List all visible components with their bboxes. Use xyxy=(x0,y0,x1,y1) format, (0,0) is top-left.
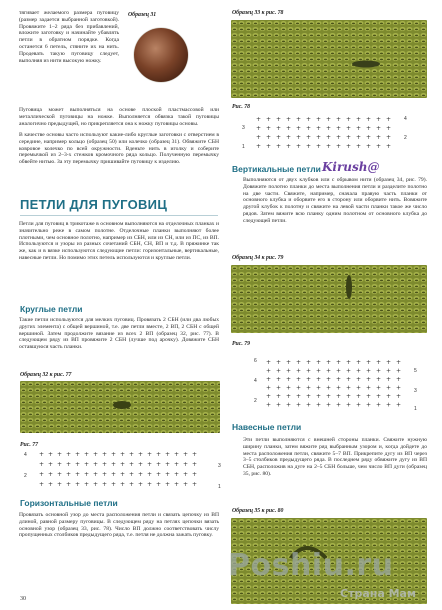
watermark-small: Страна Мам xyxy=(340,587,416,600)
chart-symbol: + xyxy=(66,461,72,468)
chart-symbol: + xyxy=(266,401,272,408)
chart-symbol: + xyxy=(84,461,90,468)
chart-symbol: + xyxy=(346,134,352,141)
heading-round: Круглые петли xyxy=(20,304,83,314)
chart-symbol: + xyxy=(66,471,72,478)
chart-symbol: + xyxy=(266,384,272,392)
chart-symbol: + xyxy=(286,376,292,383)
chart-symbol: + xyxy=(316,367,322,375)
chart-symbol: + xyxy=(376,367,382,375)
chart-symbol: + xyxy=(66,451,72,458)
chart-symbol: + xyxy=(296,367,302,375)
chart-symbol: + xyxy=(396,359,402,366)
chart-symbol: + xyxy=(165,451,171,458)
chart-symbol: + xyxy=(174,471,180,478)
chart-symbol: + xyxy=(386,125,392,132)
chart-symbol: + xyxy=(286,401,292,408)
chart-symbol: + xyxy=(326,384,332,392)
chart-symbol: + xyxy=(93,481,99,488)
chart-symbol: + xyxy=(316,134,322,141)
chart-symbol: + xyxy=(346,376,352,383)
chart-symbol: + xyxy=(276,367,282,375)
chart-symbol: + xyxy=(346,367,352,375)
chart-symbol: + xyxy=(306,401,312,408)
chart-symbol: + xyxy=(296,401,302,408)
chart-symbol: + xyxy=(376,376,382,383)
chart-symbol: + xyxy=(306,359,312,366)
chart-symbol: + xyxy=(356,401,362,408)
chart-symbol: + xyxy=(366,359,372,366)
chart-symbol: + xyxy=(93,461,99,468)
chart-symbol: + xyxy=(276,384,282,392)
chart-symbol: + xyxy=(316,376,322,383)
chart-symbol: + xyxy=(266,116,272,123)
chart-symbol: + xyxy=(286,125,292,132)
chart-symbol: + xyxy=(111,481,117,488)
chart-symbol: + xyxy=(316,359,322,366)
row-mark-4c: 4 xyxy=(254,378,257,384)
chart-symbol: + xyxy=(356,367,362,375)
row-mark-4a: 4 xyxy=(24,452,27,458)
chart-symbol: + xyxy=(156,481,162,488)
chart-symbol: + xyxy=(276,359,282,366)
heading-hanging: Навесные петли xyxy=(232,422,302,432)
chart-symbol: + xyxy=(120,461,126,468)
chart-symbol: + xyxy=(266,367,272,375)
kirusha-signature: Kirush@ xyxy=(322,160,380,174)
fig78-caption: Рис. 78 xyxy=(232,104,251,110)
chart-symbol: + xyxy=(316,116,322,123)
chart-symbol: + xyxy=(129,461,135,468)
para-2: Пуговица может выполняться на основе плоской пластмассовой или металлической пуговицы на ножке. Выполняется обвязка такой пуговицы аналогично предыдущей, но прикрепляется она к ножку пуговицы основы. xyxy=(19,107,219,127)
chart-symbol: + xyxy=(165,461,171,468)
chart-symbol: + xyxy=(336,376,342,383)
chart-symbol: + xyxy=(183,461,189,468)
chart-symbol: + xyxy=(174,461,180,468)
chart-symbol: + xyxy=(326,401,332,408)
chart-symbol: + xyxy=(336,384,342,392)
chart-symbol: + xyxy=(376,393,382,400)
chart-symbol: + xyxy=(147,481,153,488)
sample31-caption: Образец 31 xyxy=(128,12,157,18)
para-4: Петли для пуговиц в трикотаже в основном выполняются на отделочных планках и значительно реже в самом полотне. Отделочные планки выполняют более плотными, чем основное полотно, например из СБН, или из СН, или из ПС, из ВП. Используются и узоры из разных сочетаний СБН, СН, ВП и т.д. В пряжинке так же, как и в вязке используются следующие петли: горизонтальные, вертикальные, навесные петли. Но помимо этих петель используются и круглые петли. xyxy=(19,221,219,261)
chart-symbol: + xyxy=(336,367,342,375)
chart-symbol: + xyxy=(174,451,180,458)
chart-symbol: + xyxy=(296,134,302,141)
chart-symbol: + xyxy=(346,359,352,366)
chart-symbol: + xyxy=(147,461,153,468)
chart-symbol: + xyxy=(366,143,372,150)
chart-symbol: + xyxy=(336,143,342,150)
para-3: В качестве основы часто используют какие-либо круглые заготовки с отверстием в середине, например кольцо (образец 50) или колечко (образец 31). Обвяжите СБН ковровое колечко по всей окружности. Вденьте нить в иголку и соберите перемычкой из 2–3-х стежков кромочного ряда кольцо. Полученную перемычку обвейте нитью. За эту перемычку пришивайте пуговицу к изделию. xyxy=(19,132,219,166)
chart-symbol: + xyxy=(75,471,81,478)
chart-symbol: + xyxy=(276,134,282,141)
para-horizontal: Провязать основной узор до места расположения петли и связать цепочку из ВП длиной, равной размеру пуговицы. В следующем ряду на петлях цепочки вязать основной узор (образец 33, рис. 78). Число ВП должно соответствовать числу пропущенных столбиков предыдущего ряда, т.е. петля не должна зажать пуговку. xyxy=(19,512,219,539)
chart-symbol: + xyxy=(102,481,108,488)
chart-symbol: + xyxy=(326,125,332,132)
chart-symbol: + xyxy=(75,451,81,458)
row-mark-3b: 3 xyxy=(242,125,245,131)
row-mark-1a: 1 xyxy=(218,484,221,490)
chart-symbol: + xyxy=(156,461,162,468)
chart-symbol: + xyxy=(93,451,99,458)
chart-symbol: + xyxy=(296,125,302,132)
chart-symbol: + xyxy=(48,451,54,458)
chart-symbol: + xyxy=(296,393,302,400)
chart-symbol: + xyxy=(396,376,402,383)
button-photo xyxy=(134,28,188,82)
chart-symbol: + xyxy=(356,134,362,141)
chart-symbol: + xyxy=(306,125,312,132)
chart-symbol: + xyxy=(75,461,81,468)
chart-symbol: + xyxy=(366,116,372,123)
chart-symbol: + xyxy=(165,481,171,488)
chart-symbol: + xyxy=(138,451,144,458)
row-mark-3a: 3 xyxy=(218,463,221,469)
chart-symbol: + xyxy=(138,471,144,478)
chart-symbol: + xyxy=(48,481,54,488)
chart-symbol: + xyxy=(386,116,392,123)
chart-symbol: + xyxy=(286,116,292,123)
chart-symbol: + xyxy=(192,481,198,488)
row-mark-5c: 5 xyxy=(414,368,417,374)
chart-symbol: + xyxy=(120,471,126,478)
chart-symbol: + xyxy=(48,461,54,468)
chart-symbol: + xyxy=(286,367,292,375)
chart-symbol: + xyxy=(111,461,117,468)
chart-symbol: + xyxy=(356,116,362,123)
chart-symbol: + xyxy=(256,134,262,141)
chart-symbol: + xyxy=(306,134,312,141)
chart-symbol: + xyxy=(183,481,189,488)
chart-symbol: + xyxy=(386,143,392,150)
knit-swatch-33 xyxy=(231,20,427,98)
heading-horizontal: Горизонтальные петли xyxy=(20,498,118,508)
chart-symbol: + xyxy=(366,367,372,375)
row-mark-4b: 4 xyxy=(404,116,407,122)
chart-symbol: + xyxy=(336,359,342,366)
chart-symbol: + xyxy=(111,471,117,478)
heading-divider xyxy=(20,215,218,216)
chart-symbol: + xyxy=(276,376,282,383)
chart-symbol: + xyxy=(48,471,54,478)
heading-vertical: Вертикальные петли xyxy=(232,164,321,174)
chart-symbol: + xyxy=(326,367,332,375)
chart-symbol: + xyxy=(366,384,372,392)
chart-symbol: + xyxy=(84,481,90,488)
crochet-diagram-79 xyxy=(262,356,412,408)
chart-symbol: + xyxy=(396,367,402,375)
chart-symbol: + xyxy=(129,471,135,478)
chart-symbol: + xyxy=(120,481,126,488)
chart-symbol: + xyxy=(256,143,262,150)
para-round: Такие петли используются для мелких пуговиц. Провязать 2 СБН (или два любых других элемента) с общей вершиной, т.е. две петли вместе, 2 ВП, 2 СБН с общей вершиной. Затем продолжите вязание из всех 2 ВП (образец 32, рис. 77). В следующем ряду из ВП провяжите 2 СБН (лучше под арочку). Довяжите СБН оставшуюся часть планки. xyxy=(19,317,219,351)
chart-symbol: + xyxy=(386,376,392,383)
chart-symbol: + xyxy=(147,451,153,458)
chart-symbol: + xyxy=(192,461,198,468)
chart-symbol: + xyxy=(336,134,342,141)
sample34-caption: Образец 34 к рис. 79 xyxy=(232,255,284,261)
chart-symbol: + xyxy=(286,359,292,366)
chart-symbol: + xyxy=(286,134,292,141)
chart-symbol: + xyxy=(346,125,352,132)
chart-symbol: + xyxy=(93,471,99,478)
chart-symbol: + xyxy=(296,143,302,150)
chart-symbol: + xyxy=(138,461,144,468)
crochet-diagram-77 xyxy=(35,448,225,493)
chart-symbol: + xyxy=(183,451,189,458)
chart-symbol: + xyxy=(57,481,63,488)
chart-symbol: + xyxy=(276,116,282,123)
chart-symbol: + xyxy=(386,367,392,375)
chart-symbol: + xyxy=(386,401,392,408)
chart-symbol: + xyxy=(326,116,332,123)
chart-symbol: + xyxy=(276,125,282,132)
chart-symbol: + xyxy=(326,134,332,141)
chart-symbol: + xyxy=(296,116,302,123)
chart-symbol: + xyxy=(57,451,63,458)
chart-symbol: + xyxy=(39,451,45,458)
chart-symbol: + xyxy=(102,451,108,458)
chart-symbol: + xyxy=(266,134,272,141)
sample35-caption: Образец 35 к рис. 80 xyxy=(232,508,284,514)
chart-symbol: + xyxy=(138,481,144,488)
chart-symbol: + xyxy=(306,116,312,123)
chart-symbol: + xyxy=(57,471,63,478)
chart-symbol: + xyxy=(256,125,262,132)
chart-symbol: + xyxy=(316,384,322,392)
row-mark-2c: 2 xyxy=(254,398,257,404)
chart-symbol: + xyxy=(39,461,45,468)
chart-symbol: + xyxy=(276,393,282,400)
chart-symbol: + xyxy=(346,401,352,408)
chart-symbol: + xyxy=(306,376,312,383)
chart-symbol: + xyxy=(316,143,322,150)
page-number: 30 xyxy=(20,596,26,602)
chart-symbol: + xyxy=(84,451,90,458)
chart-symbol: + xyxy=(306,367,312,375)
chart-symbol: + xyxy=(39,471,45,478)
para-vertical: Выполняются от двух клубков или с обрывом нити (образец 34, рис. 79). Довяжите полотно планки до места выполнения петли и разделите полотно на две части. Свяжите, например, сначала правую часть планки от основного клубка и оборвите его в сторону или оборвите нить. Вовяжите другой клубок к полотну и свяжите на левой части планки такое же число рядов. Затем вяжите всю планку одним полотном от основного клубка до следующей петли. xyxy=(243,177,427,224)
chart-symbol: + xyxy=(356,384,362,392)
chart-symbol: + xyxy=(356,393,362,400)
chart-symbol: + xyxy=(396,384,402,392)
chart-symbol: + xyxy=(266,143,272,150)
chart-symbol: + xyxy=(156,471,162,478)
chart-symbol: + xyxy=(84,471,90,478)
chart-symbol: + xyxy=(326,393,332,400)
chart-symbol: + xyxy=(366,401,372,408)
chart-symbol: + xyxy=(386,384,392,392)
chart-symbol: + xyxy=(256,116,262,123)
chart-symbol: + xyxy=(316,401,322,408)
row-mark-6c: 6 xyxy=(254,358,257,364)
chart-symbol: + xyxy=(129,451,135,458)
chart-symbol: + xyxy=(276,401,282,408)
intro-text: тягивает желаемого размера пуговицу (размер задается выбранной заготовкой). Провяжите 1–2 ряда без прибавлений, вложите заготовку и начинайте убавлять петли в обратном порядке. Когда останется 6 петель, стяните их на нить. Продевать такую пуговицу следует, выполняя из нити высокую ножку. xyxy=(19,10,119,64)
chart-symbol: + xyxy=(346,384,352,392)
chart-symbol: + xyxy=(316,125,322,132)
chart-symbol: + xyxy=(376,116,382,123)
chart-symbol: + xyxy=(156,451,162,458)
chart-symbol: + xyxy=(57,461,63,468)
chart-symbol: + xyxy=(346,143,352,150)
chart-symbol: + xyxy=(120,451,126,458)
chart-symbol: + xyxy=(296,384,302,392)
crochet-diagram-78 xyxy=(250,113,400,151)
chart-symbol: + xyxy=(174,481,180,488)
chart-symbol: + xyxy=(356,125,362,132)
chart-symbol: + xyxy=(296,359,302,366)
chart-symbol: + xyxy=(286,384,292,392)
main-heading: ПЕТЛИ ДЛЯ ПУГОВИЦ xyxy=(20,197,168,212)
chart-symbol: + xyxy=(376,359,382,366)
chart-symbol: + xyxy=(366,125,372,132)
chart-symbol: + xyxy=(376,125,382,132)
chart-symbol: + xyxy=(192,471,198,478)
chart-symbol: + xyxy=(366,134,372,141)
chart-symbol: + xyxy=(336,116,342,123)
chart-symbol: + xyxy=(376,401,382,408)
row-mark-1b: 1 xyxy=(242,144,245,150)
sample33-caption: Образец 33 к рис. 78 xyxy=(232,10,284,16)
chart-symbol: + xyxy=(376,384,382,392)
chart-symbol: + xyxy=(286,393,292,400)
chart-symbol: + xyxy=(102,471,108,478)
chart-symbol: + xyxy=(386,134,392,141)
chart-symbol: + xyxy=(111,451,117,458)
chart-symbol: + xyxy=(366,376,372,383)
chart-symbol: + xyxy=(266,376,272,383)
chart-symbol: + xyxy=(356,359,362,366)
para-hanging: Эти петли выполняются с внешней стороны планки. Свяжите нужную ширину планки, затем вяжите ряд выбранным узором и, когда дойдете до места расположения петли, свяжите 5–7 ВП. Прикрепите дугу из ВП через 3–5 столбиков предыдущего ряда. В последнем ряду обвяжите дугу из ВП СБН, расположив на дуге на 2–5 СБН больше, чем число ВП дуги (образец 35, рис. 80). xyxy=(243,437,427,477)
chart-symbol: + xyxy=(296,376,302,383)
chart-symbol: + xyxy=(129,481,135,488)
fig79-caption: Рис. 79 xyxy=(232,341,251,347)
chart-symbol: + xyxy=(326,359,332,366)
chart-symbol: + xyxy=(286,143,292,150)
chart-symbol: + xyxy=(165,471,171,478)
chart-symbol: + xyxy=(102,461,108,468)
chart-symbol: + xyxy=(316,393,322,400)
chart-symbol: + xyxy=(306,393,312,400)
chart-symbol: + xyxy=(326,143,332,150)
row-mark-2a: 2 xyxy=(24,473,27,479)
chart-symbol: + xyxy=(276,143,282,150)
chart-symbol: + xyxy=(396,401,402,408)
sample32-caption: Образец 32 к рис. 77 xyxy=(20,372,72,378)
chart-symbol: + xyxy=(356,376,362,383)
chart-symbol: + xyxy=(356,143,362,150)
chart-symbol: + xyxy=(39,481,45,488)
watermark-main: Poshiu.ru xyxy=(228,548,394,583)
chart-symbol: + xyxy=(192,451,198,458)
chart-symbol: + xyxy=(66,481,72,488)
chart-symbol: + xyxy=(147,471,153,478)
chart-symbol: + xyxy=(396,393,402,400)
row-mark-3c: 3 xyxy=(414,388,417,394)
row-mark-2b: 2 xyxy=(404,135,407,141)
chart-symbol: + xyxy=(183,471,189,478)
chart-symbol: + xyxy=(336,401,342,408)
chart-symbol: + xyxy=(75,481,81,488)
chart-symbol: + xyxy=(386,393,392,400)
chart-symbol: + xyxy=(306,384,312,392)
chart-symbol: + xyxy=(336,393,342,400)
chart-symbol: + xyxy=(266,359,272,366)
chart-symbol: + xyxy=(346,393,352,400)
chart-symbol: + xyxy=(386,359,392,366)
chart-symbol: + xyxy=(346,116,352,123)
chart-symbol: + xyxy=(306,143,312,150)
fig77-caption: Рис. 77 xyxy=(20,442,39,448)
chart-symbol: + xyxy=(376,134,382,141)
knit-swatch-34 xyxy=(231,265,427,333)
chart-symbol: + xyxy=(336,125,342,132)
chart-symbol: + xyxy=(266,125,272,132)
chart-symbol: + xyxy=(326,376,332,383)
chart-symbol: + xyxy=(376,143,382,150)
row-mark-1c: 1 xyxy=(414,406,417,412)
knit-swatch-32 xyxy=(20,381,220,433)
chart-symbol: + xyxy=(266,393,272,400)
chart-symbol: + xyxy=(366,393,372,400)
